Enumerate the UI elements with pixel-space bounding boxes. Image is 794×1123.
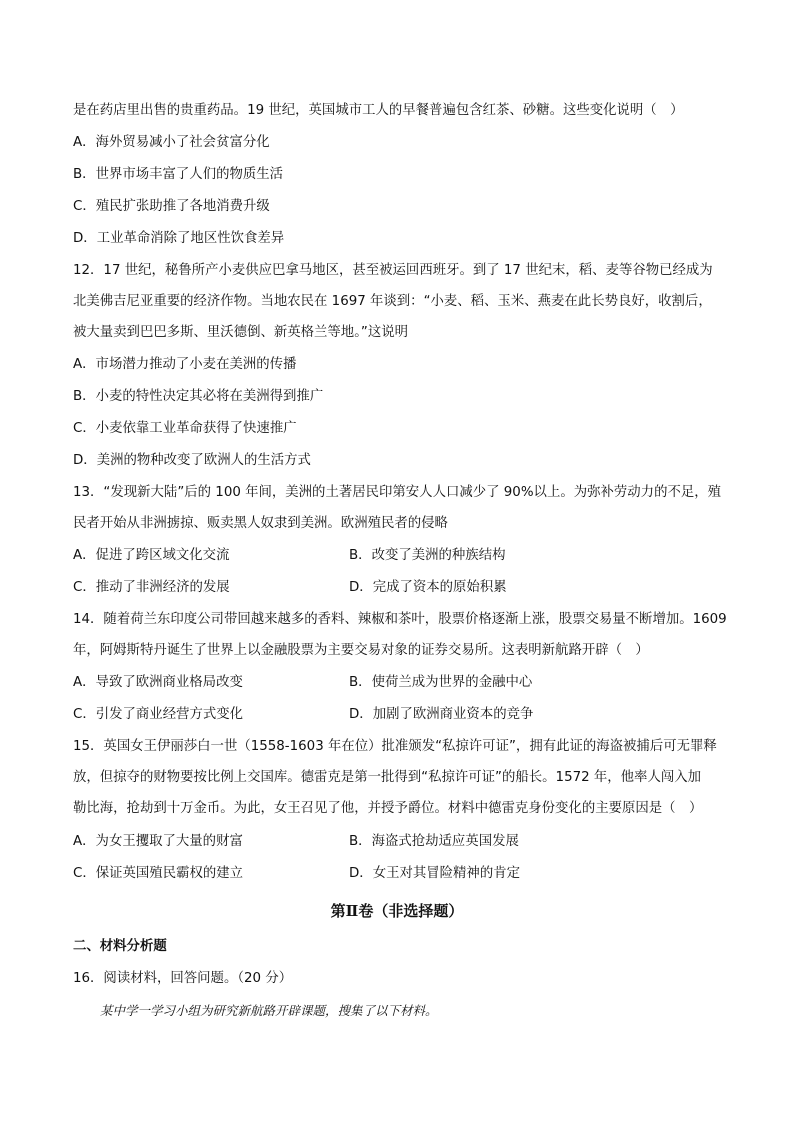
q14-stem-line-1: 14．随着荷兰东印度公司带回越来越多的香料、辣椒和茶叶，股票价格逐渐上涨，股票交易量不断增加。1609: [73, 612, 727, 627]
q11-stem: 是在药店里出售的贵重药品。19 世纪，英国城市工人的早餐普遍包含红茶、砂糖。这些变化说明（ ）: [73, 103, 684, 118]
q12-stem-line-3: 被大量卖到巴巴多斯、里沃德倒、新英格兰等地。”这说明: [73, 325, 409, 340]
section-heading: 二、材料分析题: [73, 939, 167, 954]
q13-stem-line-2: 民者开始从非洲掳掠、贩卖黑人奴隶到美洲。欧洲殖民者的侵略: [73, 516, 448, 531]
q15-stem-line-3: 勒比海，抢劫到十万金币。为此，女王召见了他，并授予爵位。材料中德雷克身份变化的主要原因是（ ）: [73, 801, 703, 816]
q15-option-d: D．女王对其冒险精神的肯定: [349, 866, 520, 881]
q12-option-c: C．小麦依靠工业革命获得了快速推广: [73, 421, 297, 436]
q15-option-a: A．为女王攫取了大量的财富: [73, 834, 243, 849]
q13-option-a: A．促进了跨区域文化交流: [73, 548, 230, 563]
q12-stem-line-2: 北美佛吉尼亚重要的经济作物。当地农民在 1697 年谈到：“小麦、稻、玉米、燕麦在此长势良好，收割后，: [73, 294, 712, 309]
q12-option-a: A．市场潜力推动了小麦在美洲的传播: [73, 357, 297, 372]
q11-option-b: B．世界市场丰富了人们的物质生活: [73, 167, 284, 182]
q11-option-d: D．工业革命消除了地区性饮食差异: [73, 231, 285, 246]
q16-stem: 16．阅读材料，回答问题。（20 分）: [73, 971, 293, 986]
q13-option-d: D．完成了资本的原始积累: [349, 580, 507, 595]
q12-option-d: D．美洲的物种改变了欧洲人的生活方式: [73, 453, 311, 468]
q12-option-b: B．小麦的特性决定其必将在美洲得到推广: [73, 389, 324, 404]
q12-stem-line-1: 12．17 世纪，秘鲁所产小麦供应巴拿马地区，甚至被运回西班牙。到了 17 世纪末，稻、麦等谷物已经成为: [73, 263, 713, 278]
q13-option-c: C．推动了非洲经济的发展: [73, 580, 230, 595]
q14-option-a: A．导致了欧洲商业格局改变: [73, 675, 243, 690]
q11-option-a: A．海外贸易减小了社会贫富分化: [73, 135, 270, 150]
part-two-title: 第Ⅱ卷（非选择题）: [330, 902, 464, 920]
q11-option-c: C．殖民扩张助推了各地消费升级: [73, 199, 270, 214]
q15-option-b: B．海盗式抢劫适应英国发展: [349, 834, 519, 849]
q14-option-c: C．引发了商业经营方式变化: [73, 707, 244, 722]
q13-stem-line-1: 13．“发现新大陆”后的 100 年间，美洲的土著居民印第安人人口减少了 90%以上。为弥补劳动力的不足，殖: [73, 485, 722, 500]
q15-stem-line-2: 放，但掠夺的财物要按比例上交国库。德雷克是第一批得到“私掠许可证”的船长。1572 年，他率人闯入加: [73, 770, 702, 785]
q15-stem-line-1: 15．英国女王伊丽莎白一世（1558-1603 年在位）批准颁发“私掠许可证”，拥有此证的海盗被捕后可无罪释: [73, 739, 717, 754]
q14-option-d: D．加剧了欧洲商业资本的竞争: [349, 707, 534, 722]
q15-option-c: C．保证英国殖民霸权的建立: [73, 866, 244, 881]
q16-material-intro: 某中学一学习小组为研究新航路开辟课题，搜集了以下材料。: [100, 1003, 438, 1018]
q13-option-b: B．改变了美洲的种族结构: [349, 548, 506, 563]
q14-stem-line-2: 年，阿姆斯特丹诞生了世界上以金融股票为主要交易对象的证券交易所。这表明新航路开辟（ ）: [73, 643, 649, 658]
q14-option-b: B．使荷兰成为世界的金融中心: [349, 675, 533, 690]
